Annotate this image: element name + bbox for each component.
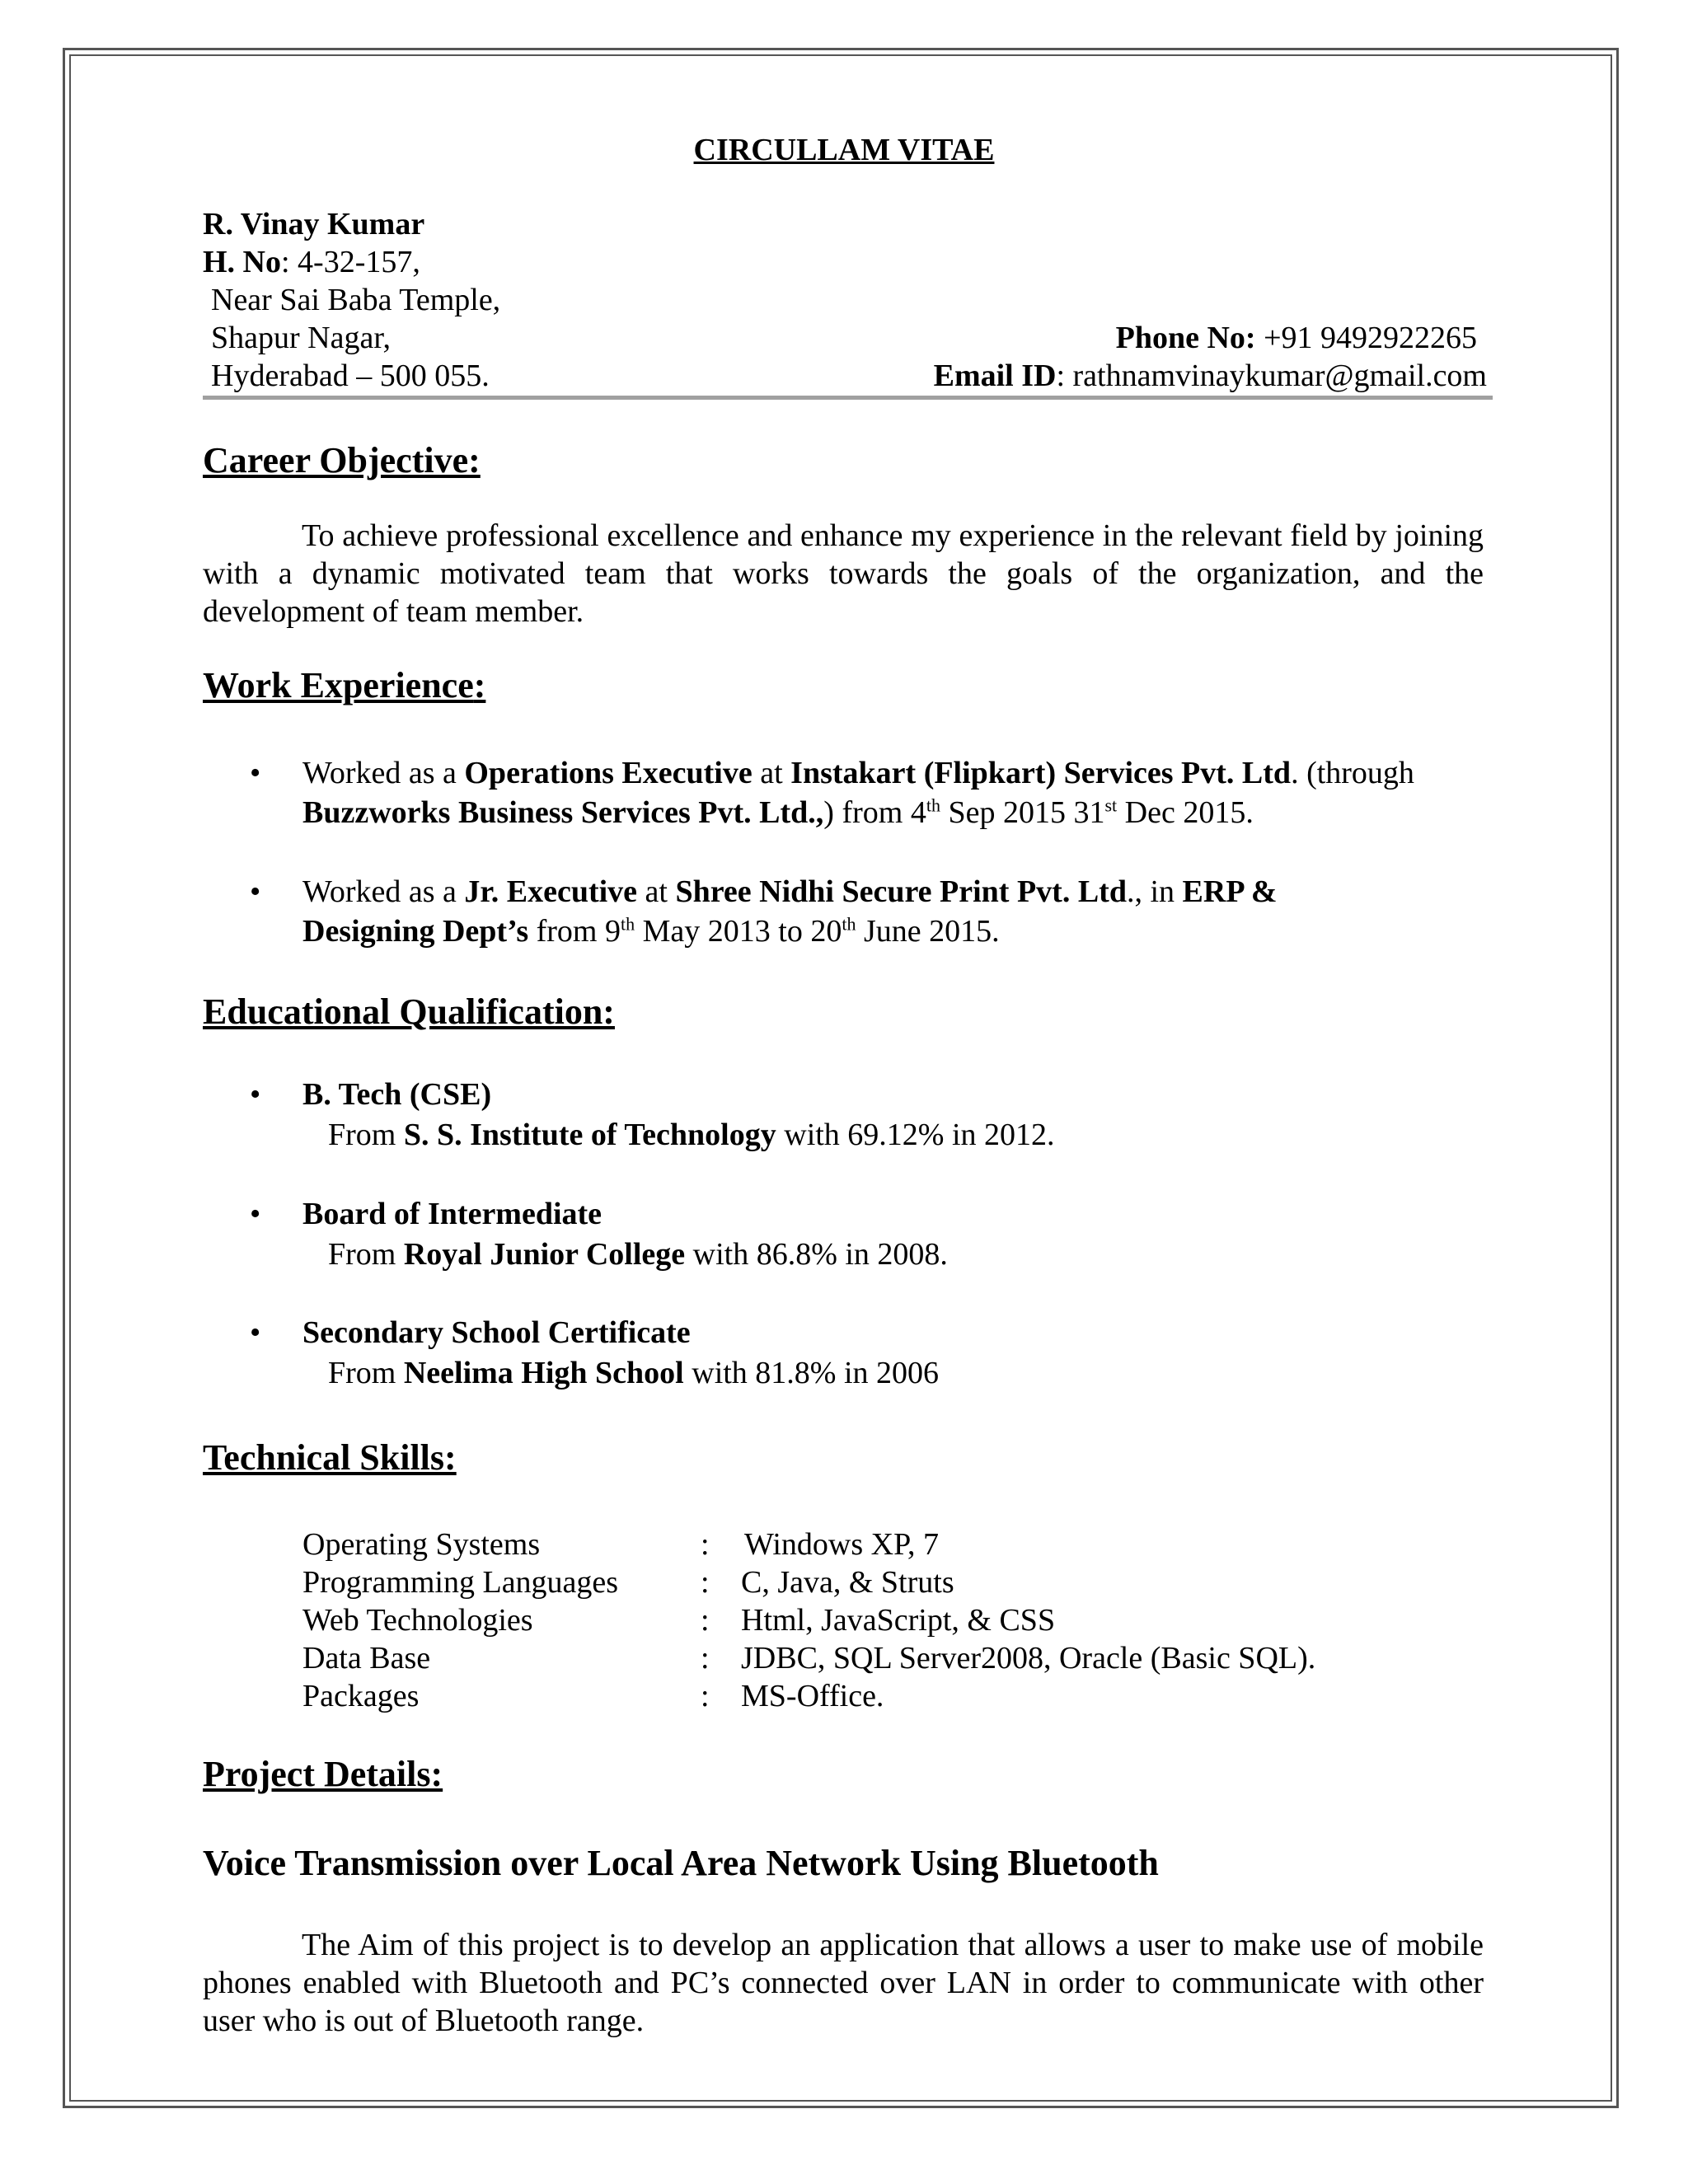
text: From [328,1356,404,1390]
email-value: : rathnamvinaykumar@gmail.com [1056,359,1487,393]
bullet-icon: • [250,1315,261,1350]
project-title: Voice Transmission over Local Area Network Using Bluetooth [203,1843,1159,1883]
work-item-1-line-2 [302,793,1254,832]
text: Worked as a [302,756,465,790]
technical-skills-heading: Technical Skills: [203,1437,457,1478]
skill-separator: : [701,1679,710,1713]
job-title: Jr. Executive [464,874,638,909]
job-title: Operations Executive [464,756,753,790]
candidate-name: R. Vinay Kumar [203,207,425,241]
career-objective-text [203,517,1484,630]
skill-separator: : [701,1603,710,1638]
skill-value: Html, JavaScript, & CSS [741,1603,1056,1638]
skill-separator: : [701,1527,710,1562]
skill-value: C, Java, & Struts [741,1565,954,1600]
text: Dec 2015. [1117,795,1254,830]
agency-name: Buzzworks Business Services Pvt. Ltd., [302,795,824,830]
text: ) from 4 [823,795,926,830]
skill-value: Windows XP, 7 [744,1527,939,1562]
ordinal-suffix: th [620,913,635,935]
education-degree: B. Tech (CSE) [302,1077,492,1112]
bullet-icon: • [250,756,261,790]
company-name: Shree Nidhi Secure Print Pvt. Ltd [675,874,1127,909]
house-label: H. No [203,245,281,279]
bullet-icon: • [250,874,261,909]
house-value: : 4-32-157, [281,245,420,279]
text: at [637,874,676,909]
work-item-1-line-1 [302,753,1414,793]
skill-value: JDBC, SQL Server2008, Oracle (Basic SQL). [741,1641,1316,1675]
department: ERP & [1182,874,1278,909]
text: Sep 2015 31 [940,795,1105,830]
school-name: S. S. Institute of Technology [403,1118,776,1152]
address-line-3: Hyderabad – 500 055. [211,359,490,393]
text: with 86.8% in 2008. [685,1237,948,1272]
skill-label: Data Base [302,1641,431,1675]
text: May 2013 to 20 [635,914,842,949]
text: June 2015. [856,914,1000,949]
skill-separator: : [701,1565,710,1600]
school-name: Royal Junior College [403,1237,686,1272]
work-experience-heading-colon: : [473,665,486,705]
education-detail [328,1353,939,1393]
text: with 69.12% in 2012. [776,1118,1055,1152]
email-label: Email ID [933,359,1057,393]
education-degree: Board of Intermediate [302,1197,603,1231]
phone-value: +91 9492922265 [1255,321,1477,355]
education-degree: Secondary School Certificate [302,1315,691,1350]
text: . (through [1291,756,1414,790]
department: Designing Dept’s [302,914,529,949]
ordinal-suffix: th [842,913,856,935]
education-detail [328,1115,1055,1155]
skill-separator: : [701,1641,710,1675]
phone-label: Phone No: [1115,321,1256,355]
skill-label: Operating Systems [302,1527,541,1562]
project-details-heading: Project Details: [203,1754,443,1794]
ordinal-suffix: th [926,794,940,816]
header-divider [203,396,1493,400]
document-title: CIRCULLAM VITAE [693,133,995,167]
project-description [203,1926,1484,2040]
skill-label: Web Technologies [302,1603,533,1638]
school-name: Neelima High School [403,1356,684,1390]
text: at [752,756,791,790]
skill-label: Programming Languages [302,1565,619,1600]
career-objective-heading: Career Objective: [203,440,481,480]
work-item-2-line-2 [302,912,1000,951]
house-number [203,243,420,281]
text: From [328,1118,404,1152]
work-item-2-line-1 [302,872,1278,912]
work-experience-heading [203,664,485,706]
education-detail [328,1235,948,1274]
bullet-icon: • [250,1077,261,1112]
address-line-2: Shapur Nagar, [211,321,391,355]
text: from 9 [528,914,621,949]
project-description-body: The Aim of this project is to develop an application that allows a user to make use of mobile phones enabled with Bluetooth and PC’s connected over LAN in order to communicate with other user who is out of Bluetooth range. [203,1928,1484,2038]
text: From [328,1237,404,1272]
work-experience-heading-text: Work Experience [203,665,474,705]
phone-line [1116,319,1477,357]
email-line [934,357,1487,395]
ordinal-suffix: st [1104,794,1118,816]
address-line-1: Near Sai Baba Temple, [211,283,501,317]
skill-label: Packages [302,1679,420,1713]
text: ., in [1126,874,1183,909]
text: with 81.8% in 2006 [683,1356,940,1390]
education-heading: Educational Qualification: [203,991,615,1032]
company-name: Instakart (Flipkart) Services Pvt. Ltd [790,756,1292,790]
skill-value: MS-Office. [741,1679,884,1713]
text: Worked as a [302,874,465,909]
career-objective-body: To achieve professional excellence and enhance my experience in the relevant field by joining with a dynamic motivated team that works towards the goals of the organization, and the development of team member. [203,518,1484,629]
bullet-icon: • [250,1197,261,1231]
